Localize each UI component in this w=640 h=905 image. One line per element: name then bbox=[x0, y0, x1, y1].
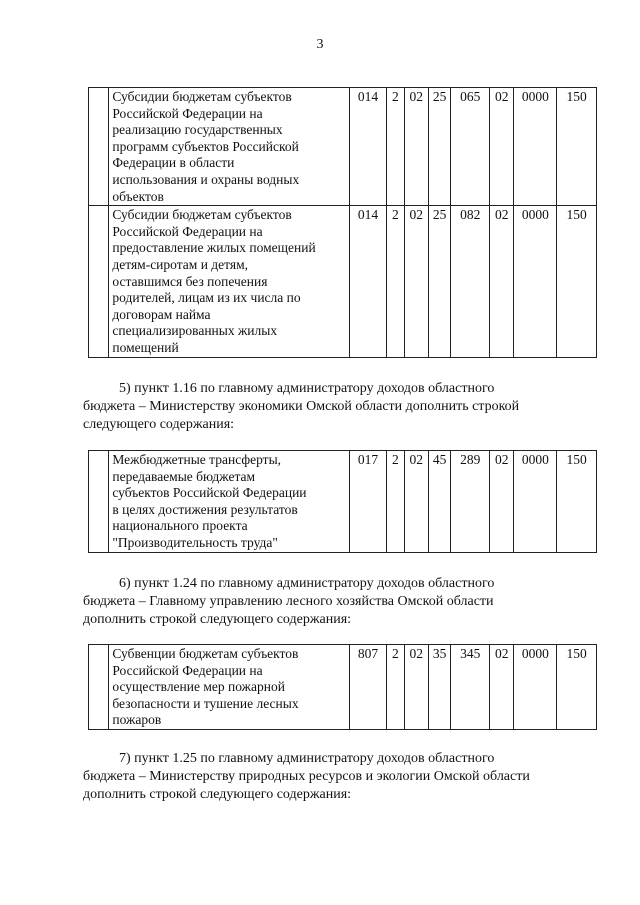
paragraph-text: дополнить строкой следующего содержания: bbox=[83, 612, 352, 627]
description-cell bbox=[109, 451, 349, 553]
description-line: безопасности и тушение лесных bbox=[112, 695, 299, 711]
description-line: Межбюджетные трансферты, bbox=[112, 452, 282, 467]
description-line: программ субъектов Российской bbox=[112, 138, 299, 154]
code-cell: 02 bbox=[404, 645, 428, 730]
paragraph-text: 6) пункт 1.24 по главному администратору доходов областного bbox=[119, 576, 495, 591]
empty-cell bbox=[89, 451, 109, 553]
code-cell: 014 bbox=[349, 88, 387, 206]
code-cell: 02 bbox=[490, 645, 514, 730]
code-cell: 45 bbox=[428, 451, 450, 553]
code-cell: 0000 bbox=[514, 206, 557, 357]
paragraph-line bbox=[83, 768, 592, 786]
paragraph-item-5 bbox=[83, 380, 592, 434]
paragraph-line bbox=[83, 398, 592, 416]
description-cell bbox=[109, 206, 349, 357]
description-line: Субсидии бюджетам субъектов bbox=[112, 207, 292, 223]
code-cell: 150 bbox=[557, 645, 597, 730]
revenue-table-1 bbox=[88, 87, 597, 358]
description-line: Российской Федерации на bbox=[112, 105, 263, 121]
revenue-table-3 bbox=[88, 644, 597, 730]
description-line: использования и охраны водных bbox=[112, 171, 300, 187]
description-cell bbox=[109, 645, 349, 730]
code-cell: 02 bbox=[404, 88, 428, 206]
description-line: пожаров bbox=[112, 712, 162, 728]
description-line: договорам найма bbox=[112, 306, 211, 322]
code-cell: 0000 bbox=[514, 645, 557, 730]
description-line: родителей, лицам из их числа по bbox=[112, 290, 301, 306]
empty-cell bbox=[89, 206, 109, 357]
description-line: Российской Федерации на bbox=[112, 223, 263, 239]
code-cell: 35 bbox=[428, 645, 450, 730]
code-cell: 0000 bbox=[514, 451, 557, 553]
code-cell: 150 bbox=[557, 88, 597, 206]
code-cell: 2 bbox=[387, 645, 404, 730]
description-line: объектов bbox=[112, 188, 164, 204]
code-cell: 25 bbox=[428, 206, 450, 357]
code-cell: 065 bbox=[451, 88, 490, 206]
paragraph-text: бюджета – Министерству экономики Омской области дополнить строкой bbox=[83, 399, 520, 414]
code-cell: 0000 bbox=[514, 88, 557, 206]
code-cell: 2 bbox=[387, 88, 404, 206]
table-row bbox=[89, 645, 597, 730]
paragraph-item-6 bbox=[83, 575, 592, 629]
description-line: передаваемые бюджетам bbox=[112, 468, 256, 484]
description-line: реализацию государственных bbox=[112, 122, 283, 138]
paragraph-line bbox=[83, 380, 592, 398]
code-cell: 017 bbox=[349, 451, 387, 553]
code-cell: 150 bbox=[557, 206, 597, 357]
table-row bbox=[89, 88, 597, 206]
empty-cell bbox=[89, 88, 109, 206]
description-line: Российской Федерации на bbox=[112, 662, 263, 678]
code-cell: 25 bbox=[428, 88, 450, 206]
code-cell: 02 bbox=[490, 451, 514, 553]
code-cell: 02 bbox=[490, 206, 514, 357]
description-cell bbox=[109, 88, 349, 206]
description-line: оставшимся без попечения bbox=[112, 273, 268, 289]
description-line: предоставление жилых помещений bbox=[112, 240, 316, 256]
paragraph-line bbox=[83, 575, 592, 593]
code-cell: 807 bbox=[349, 645, 387, 730]
table-row bbox=[89, 206, 597, 357]
code-cell: 02 bbox=[490, 88, 514, 206]
code-cell: 2 bbox=[387, 206, 404, 357]
paragraph-item-7 bbox=[83, 750, 592, 804]
description-line: Субвенции бюджетам субъектов bbox=[112, 646, 299, 661]
description-line: национального проекта bbox=[112, 518, 248, 534]
paragraph-text: бюджета – Министерству природных ресурсов и экологии Омской области bbox=[83, 769, 530, 784]
empty-cell bbox=[89, 645, 109, 730]
description-line: субъектов Российской Федерации bbox=[112, 485, 307, 501]
code-cell: 2 bbox=[387, 451, 404, 553]
paragraph-line bbox=[83, 593, 592, 611]
paragraph-line bbox=[83, 611, 592, 629]
code-cell: 02 bbox=[404, 206, 428, 357]
description-line: специализированных жилых bbox=[112, 323, 278, 339]
code-cell: 289 bbox=[451, 451, 490, 553]
description-line: Федерации в области bbox=[112, 155, 235, 171]
page-number: 3 bbox=[316, 37, 324, 52]
paragraph-text: 5) пункт 1.16 по главному администратору доходов областного bbox=[119, 381, 495, 396]
code-cell: 014 bbox=[349, 206, 387, 357]
paragraph-text: следующего содержания: bbox=[83, 417, 235, 432]
paragraph-text: бюджета – Главному управлению лесного хозяйства Омской области bbox=[83, 594, 494, 609]
code-cell: 345 bbox=[451, 645, 490, 730]
paragraph-text: дополнить строкой следующего содержания: bbox=[83, 787, 352, 802]
description-line: детям-сиротам и детям, bbox=[112, 256, 249, 272]
paragraph-line bbox=[83, 750, 592, 768]
paragraph-text: 7) пункт 1.25 по главному администратору доходов областного bbox=[119, 751, 495, 766]
table-row bbox=[89, 451, 597, 553]
description-line: Субсидии бюджетам субъектов bbox=[112, 89, 292, 104]
description-line: в целях достижения результатов bbox=[112, 501, 298, 517]
description-line: "Производительность труда" bbox=[112, 534, 278, 550]
code-cell: 082 bbox=[451, 206, 490, 357]
revenue-table-2 bbox=[88, 450, 597, 553]
paragraph-line bbox=[83, 786, 592, 804]
description-line: осуществление мер пожарной bbox=[112, 679, 285, 695]
code-cell: 150 bbox=[557, 451, 597, 553]
description-line: помещений bbox=[112, 339, 179, 355]
code-cell: 02 bbox=[404, 451, 428, 553]
paragraph-line bbox=[83, 416, 592, 434]
